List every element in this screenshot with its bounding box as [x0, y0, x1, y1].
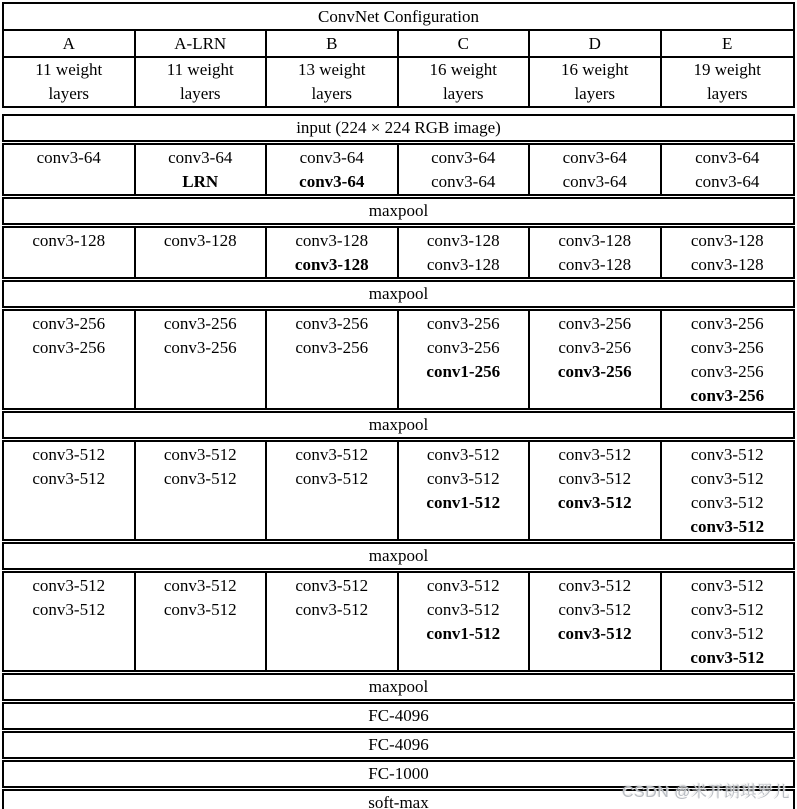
config-cell — [136, 573, 268, 670]
config-cell — [399, 228, 531, 277]
layer-entry: conv3-64 — [695, 148, 760, 167]
layer-entry: conv3-128 — [558, 255, 632, 274]
layer-entry: conv3-128 — [295, 231, 369, 250]
config-cell — [662, 573, 794, 670]
config-cell — [4, 573, 136, 670]
config-cell — [662, 228, 794, 277]
conv-block-512-2 — [2, 571, 795, 672]
layer-entry: conv3-512 — [690, 600, 764, 619]
layer-entry: conv3-128 — [690, 255, 764, 274]
layer-entry: conv3-256 — [163, 314, 237, 333]
layer-entry: conv3-512 — [32, 445, 106, 464]
weight-layers-row — [4, 58, 793, 106]
layer-entry: conv3-256 — [690, 386, 765, 405]
layer-entry: conv3-512 — [426, 445, 500, 464]
layer-entry: conv3-512 — [690, 469, 764, 488]
layer-entry: conv3-64 — [562, 148, 627, 167]
layer-entry: conv3-512 — [690, 445, 764, 464]
layer-entry: conv3-64 — [299, 148, 364, 167]
layer-entry: conv3-64 — [695, 172, 760, 191]
layer-entry: conv3-256 — [32, 338, 106, 357]
layer-entry: conv3-256 — [426, 314, 500, 333]
config-cell — [662, 145, 794, 194]
layer-entry: conv3-512 — [426, 576, 500, 595]
layer-entry: conv3-64 — [431, 148, 496, 167]
layer-entry: conv3-512 — [557, 624, 632, 643]
layer-entry: conv3-128 — [426, 255, 500, 274]
column-header-E: E — [722, 34, 733, 53]
layer-entry: conv3-512 — [557, 493, 632, 512]
column-header-B: B — [267, 31, 399, 56]
layer-entry: conv3-256 — [295, 338, 369, 357]
config-cell — [530, 145, 662, 194]
layer-entry: conv3-512 — [558, 576, 632, 595]
layer-entry: conv1-512 — [426, 624, 501, 643]
fc-4096-row-2: FC-4096 — [2, 731, 795, 759]
config-cell — [530, 573, 662, 670]
maxpool-row-5: maxpool — [2, 673, 795, 701]
layer-entry: conv3-512 — [32, 600, 106, 619]
layer-entry: conv3-512 — [426, 469, 500, 488]
config-cell — [4, 145, 136, 194]
config-cell — [399, 442, 531, 539]
conv-block-128 — [2, 226, 795, 279]
layer-entry: conv3-512 — [295, 469, 369, 488]
table-header-section — [2, 2, 795, 108]
layer-entry: conv3-512 — [558, 469, 632, 488]
layer-entry: conv3-512 — [295, 445, 369, 464]
layer-entry: conv3-256 — [163, 338, 237, 357]
config-cell — [267, 145, 399, 194]
depth-cell: 13 weight layers — [267, 58, 399, 106]
depth-cell: 11 weight layers — [4, 58, 136, 106]
layer-entry: conv3-64 — [431, 172, 496, 191]
layer-entry: conv3-512 — [690, 493, 764, 512]
layer-entry: conv1-256 — [426, 362, 501, 381]
column-header-C: C — [399, 31, 531, 56]
layer-entry: conv3-256 — [558, 314, 632, 333]
fc-1000-row: FC-1000 — [2, 760, 795, 788]
layer-entry: LRN — [182, 172, 219, 191]
maxpool-row-2: maxpool — [2, 280, 795, 308]
layer-entry: conv3-64 — [168, 148, 233, 167]
layer-entry: conv3-512 — [558, 600, 632, 619]
config-cell — [4, 442, 136, 539]
table-title: ConvNet Configuration — [4, 4, 793, 31]
layer-entry: conv3-256 — [426, 338, 500, 357]
layer-entry: conv3-512 — [32, 576, 106, 595]
config-cell — [136, 311, 268, 408]
layer-entry: conv3-512 — [426, 600, 500, 619]
layer-entry: conv3-128 — [690, 231, 764, 250]
config-cell — [662, 442, 794, 539]
depth-cell: 16 weight layers — [399, 58, 531, 106]
watermark: CSDN @米开朗琪罗儿 — [621, 784, 790, 801]
config-cell — [267, 311, 399, 408]
softmax-row: soft-max — [2, 789, 795, 809]
layer-entry: conv3-256 — [690, 362, 764, 381]
config-cell — [399, 311, 531, 408]
conv-block-64 — [2, 143, 795, 196]
layer-entry: conv1-512 — [426, 493, 501, 512]
layer-entry: conv3-512 — [295, 576, 369, 595]
depth-cell: 11 weight layers — [136, 58, 268, 106]
table-body — [0, 114, 797, 809]
layer-entry: conv3-512 — [295, 600, 369, 619]
layer-entry: conv3-256 — [558, 338, 632, 357]
config-cell — [662, 311, 794, 408]
fc-4096-row-1: FC-4096 — [2, 702, 795, 730]
layer-entry: conv3-256 — [690, 314, 764, 333]
config-cell — [136, 228, 268, 277]
layer-entry: conv3-256 — [557, 362, 632, 381]
layer-entry: conv3-128 — [163, 231, 237, 250]
depth-cell: 16 weight layers — [530, 58, 662, 106]
config-cell — [267, 573, 399, 670]
config-cell — [267, 442, 399, 539]
input-row: input (224 × 224 RGB image) — [2, 114, 795, 142]
maxpool-row-4: maxpool — [2, 542, 795, 570]
layer-entry: conv3-512 — [163, 576, 237, 595]
layer-entry: conv3-64 — [299, 172, 365, 191]
column-header-A: A — [4, 31, 136, 56]
config-cell — [530, 442, 662, 539]
config-cell — [4, 228, 136, 277]
layer-entry: conv3-128 — [558, 231, 632, 250]
layer-entry: conv3-512 — [163, 445, 237, 464]
layer-entry: conv3-512 — [558, 445, 632, 464]
config-cell — [136, 442, 268, 539]
layer-entry: conv3-512 — [690, 576, 764, 595]
conv-block-256 — [2, 309, 795, 410]
layer-entry: conv3-128 — [32, 231, 106, 250]
config-cell — [136, 145, 268, 194]
layer-entry: conv3-256 — [295, 314, 369, 333]
layer-entry: conv3-64 — [562, 172, 627, 191]
depth-cell: 19 weight layers — [693, 60, 762, 103]
column-header-A-LRN: A-LRN — [136, 31, 268, 56]
layer-entry: conv3-512 — [163, 600, 237, 619]
config-cell — [267, 228, 399, 277]
config-cell — [530, 311, 662, 408]
column-header-D: D — [530, 31, 662, 56]
layer-entry: conv3-256 — [32, 314, 106, 333]
layer-entry: conv3-512 — [690, 517, 765, 536]
maxpool-row-3: maxpool — [2, 411, 795, 439]
layer-entry: conv3-512 — [690, 648, 765, 667]
layer-entry: conv3-512 — [32, 469, 106, 488]
config-column-headers — [4, 31, 793, 58]
layer-entry: conv3-512 — [163, 469, 237, 488]
layer-entry: conv3-128 — [294, 255, 369, 274]
layer-entry: conv3-128 — [426, 231, 500, 250]
config-cell — [530, 228, 662, 277]
layer-entry: conv3-64 — [36, 148, 101, 167]
config-cell — [399, 573, 531, 670]
conv-block-512-1 — [2, 440, 795, 541]
config-cell — [4, 311, 136, 408]
layer-entry: conv3-512 — [690, 624, 764, 643]
maxpool-row-1: maxpool — [2, 197, 795, 225]
config-cell — [399, 145, 531, 194]
layer-entry: conv3-256 — [690, 338, 764, 357]
